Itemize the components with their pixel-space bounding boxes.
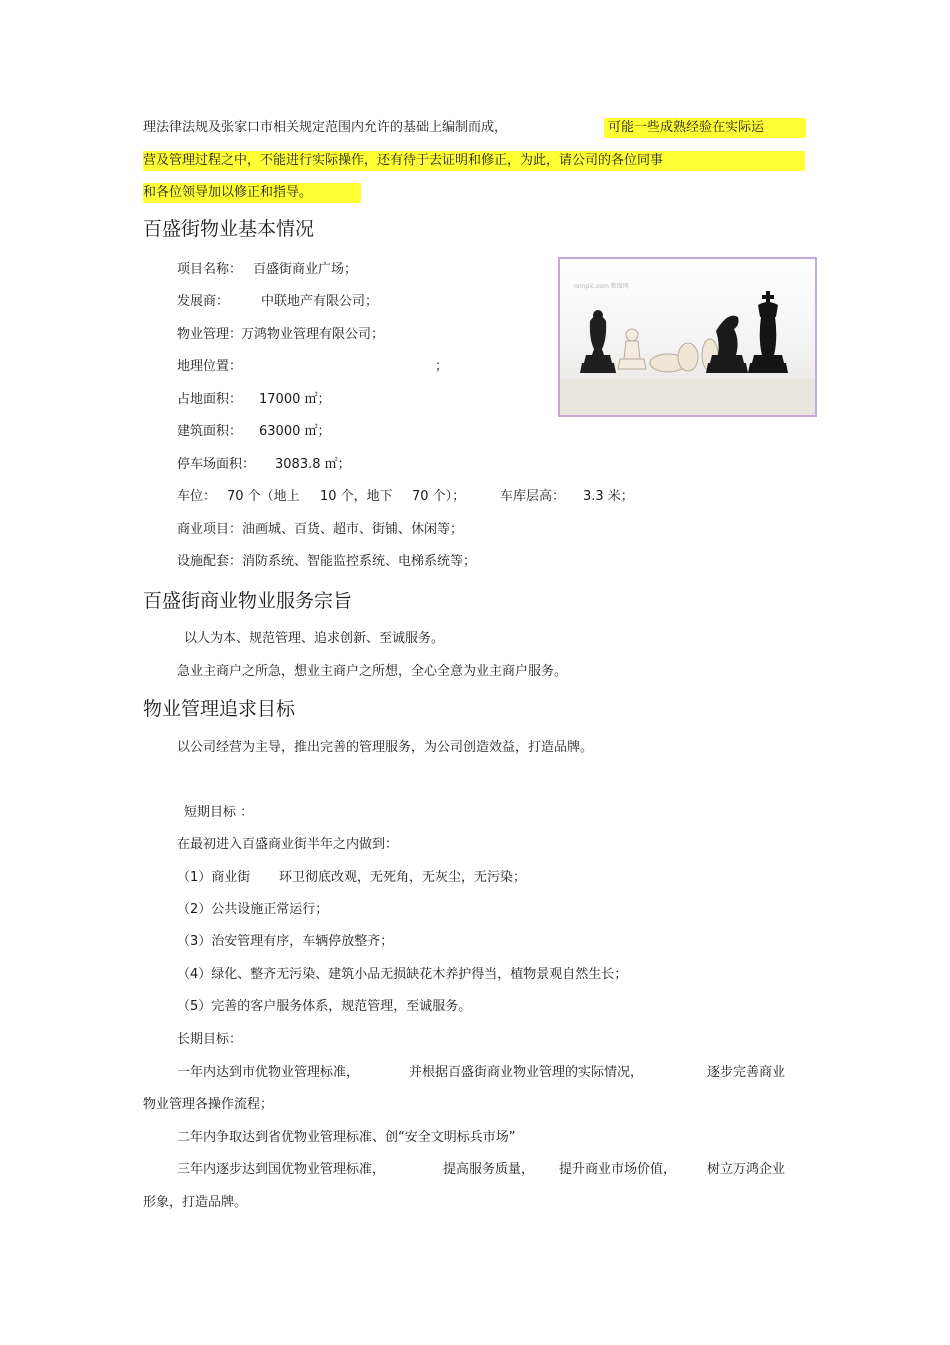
info-label: 停车场面积： xyxy=(177,457,256,472)
long-term-text: 三年内逐步达到国优物业管理标准， xyxy=(177,1162,386,1177)
highlight-block-3 xyxy=(143,183,361,203)
highlight-block-1 xyxy=(604,118,806,138)
intro-highlight-text: 可能一些成熟经验在实际运 xyxy=(608,120,765,135)
info-label: 项目名称： xyxy=(177,262,243,277)
parking-total: 70 个（地上 xyxy=(227,489,300,504)
intro-line-3: 和各位领导加以修正和指导。 xyxy=(143,185,313,200)
garage-height-label: 车库层高： xyxy=(500,489,566,504)
highlight-block-2 xyxy=(143,151,805,171)
service-purpose-text: 急业主商户之所急，想业主商户之所想，全心全意为业主商户服务。 xyxy=(177,664,568,679)
section-heading-basic-info: 百盛街物业基本情况 xyxy=(143,218,315,240)
long-term-line: 物业管理各操作流程； xyxy=(143,1097,274,1112)
short-term-intro: 在最初进入百盛商业街半年之内做到： xyxy=(177,837,399,852)
short-term-label: 短期目标 ： xyxy=(184,805,254,820)
long-term-text: 一年内达到市优物业管理标准， xyxy=(177,1065,360,1080)
long-term-text: 提高服务质量， xyxy=(443,1162,535,1177)
info-value: 17000 ㎡； xyxy=(259,392,331,407)
chess-pieces-image xyxy=(558,257,817,417)
info-label: 物业管理： xyxy=(177,327,243,342)
long-term-label: 长期目标： xyxy=(177,1032,243,1047)
info-value: 万鸿物业管理有限公司； xyxy=(241,327,385,342)
info-label: 建筑面积： xyxy=(177,424,243,439)
parking-above: 10 个，地下 xyxy=(320,489,393,504)
info-value: 百盛街商业广场； xyxy=(253,262,358,277)
long-term-text: 逐步完善商业 xyxy=(707,1065,786,1080)
short-term-item: （2）公共设施正常运行； xyxy=(177,902,329,917)
intro-text: 理法律法规及张家口市相关规定范围内允许的基础上编制而成， xyxy=(143,120,508,135)
item-text: 环卫彻底改观，无死角，无灰尘，无污染； xyxy=(279,870,527,885)
parking-label: 车位： xyxy=(177,489,217,504)
garage-height-value: 3.3 米； xyxy=(583,489,634,504)
short-term-item: （5）完善的客户服务体系，规范管理，至诚服务。 xyxy=(177,999,472,1014)
short-term-item: （3）治安管理有序，车辆停放整齐； xyxy=(177,934,394,949)
item-prefix: （1）商业街 xyxy=(177,870,251,885)
long-term-line: 二年内争取达到省优物业管理标准、创“安全文明标兵市场” xyxy=(177,1130,516,1145)
info-value: 63000 ㎡； xyxy=(259,424,331,439)
info-label: 地理位置： xyxy=(177,359,243,374)
info-label: 发展商： xyxy=(177,294,230,309)
section-heading-management-goals: 物业管理追求目标 xyxy=(143,698,296,720)
info-value: 中联地产有限公司； xyxy=(261,294,379,309)
long-term-line: 形象，打造品牌。 xyxy=(143,1195,248,1210)
service-purpose-text: 以人为本、规范管理、追求创新、至诚服务。 xyxy=(184,631,445,646)
long-term-text: 并根据百盛街商业物业管理的实际情况， xyxy=(409,1065,644,1080)
image-watermark: nnnpic.com 昵图网 xyxy=(574,283,629,290)
facilities-row: 设施配套：消防系统、智能监控系统、电梯系统等； xyxy=(177,554,477,569)
info-value: ； xyxy=(435,359,449,374)
short-term-item: （4）绿化、整齐无污染、建筑小品无损缺花木养护得当，植物景观自然生长； xyxy=(177,967,628,982)
section-heading-service-purpose: 百盛街商业物业服务宗旨 xyxy=(143,590,353,612)
parking-below: 70 个）； xyxy=(412,489,466,504)
info-value: 3083.8 ㎡； xyxy=(275,457,351,472)
info-label: 占地面积： xyxy=(177,392,243,407)
intro-line-2: 营及管理过程之中，不能进行实际操作，还有待于去证明和修正，为此，请公司的各位同事 xyxy=(143,153,664,168)
goal-intro: 以公司经营为主导，推出完善的管理服务，为公司创造效益，打造品牌。 xyxy=(177,740,594,755)
long-term-text: 提升商业市场价值， xyxy=(559,1162,677,1177)
long-term-text: 树立万鸿企业 xyxy=(707,1162,786,1177)
commerce-row: 商业项目：油画城、百货、超市、街铺、休闲等； xyxy=(177,522,464,537)
